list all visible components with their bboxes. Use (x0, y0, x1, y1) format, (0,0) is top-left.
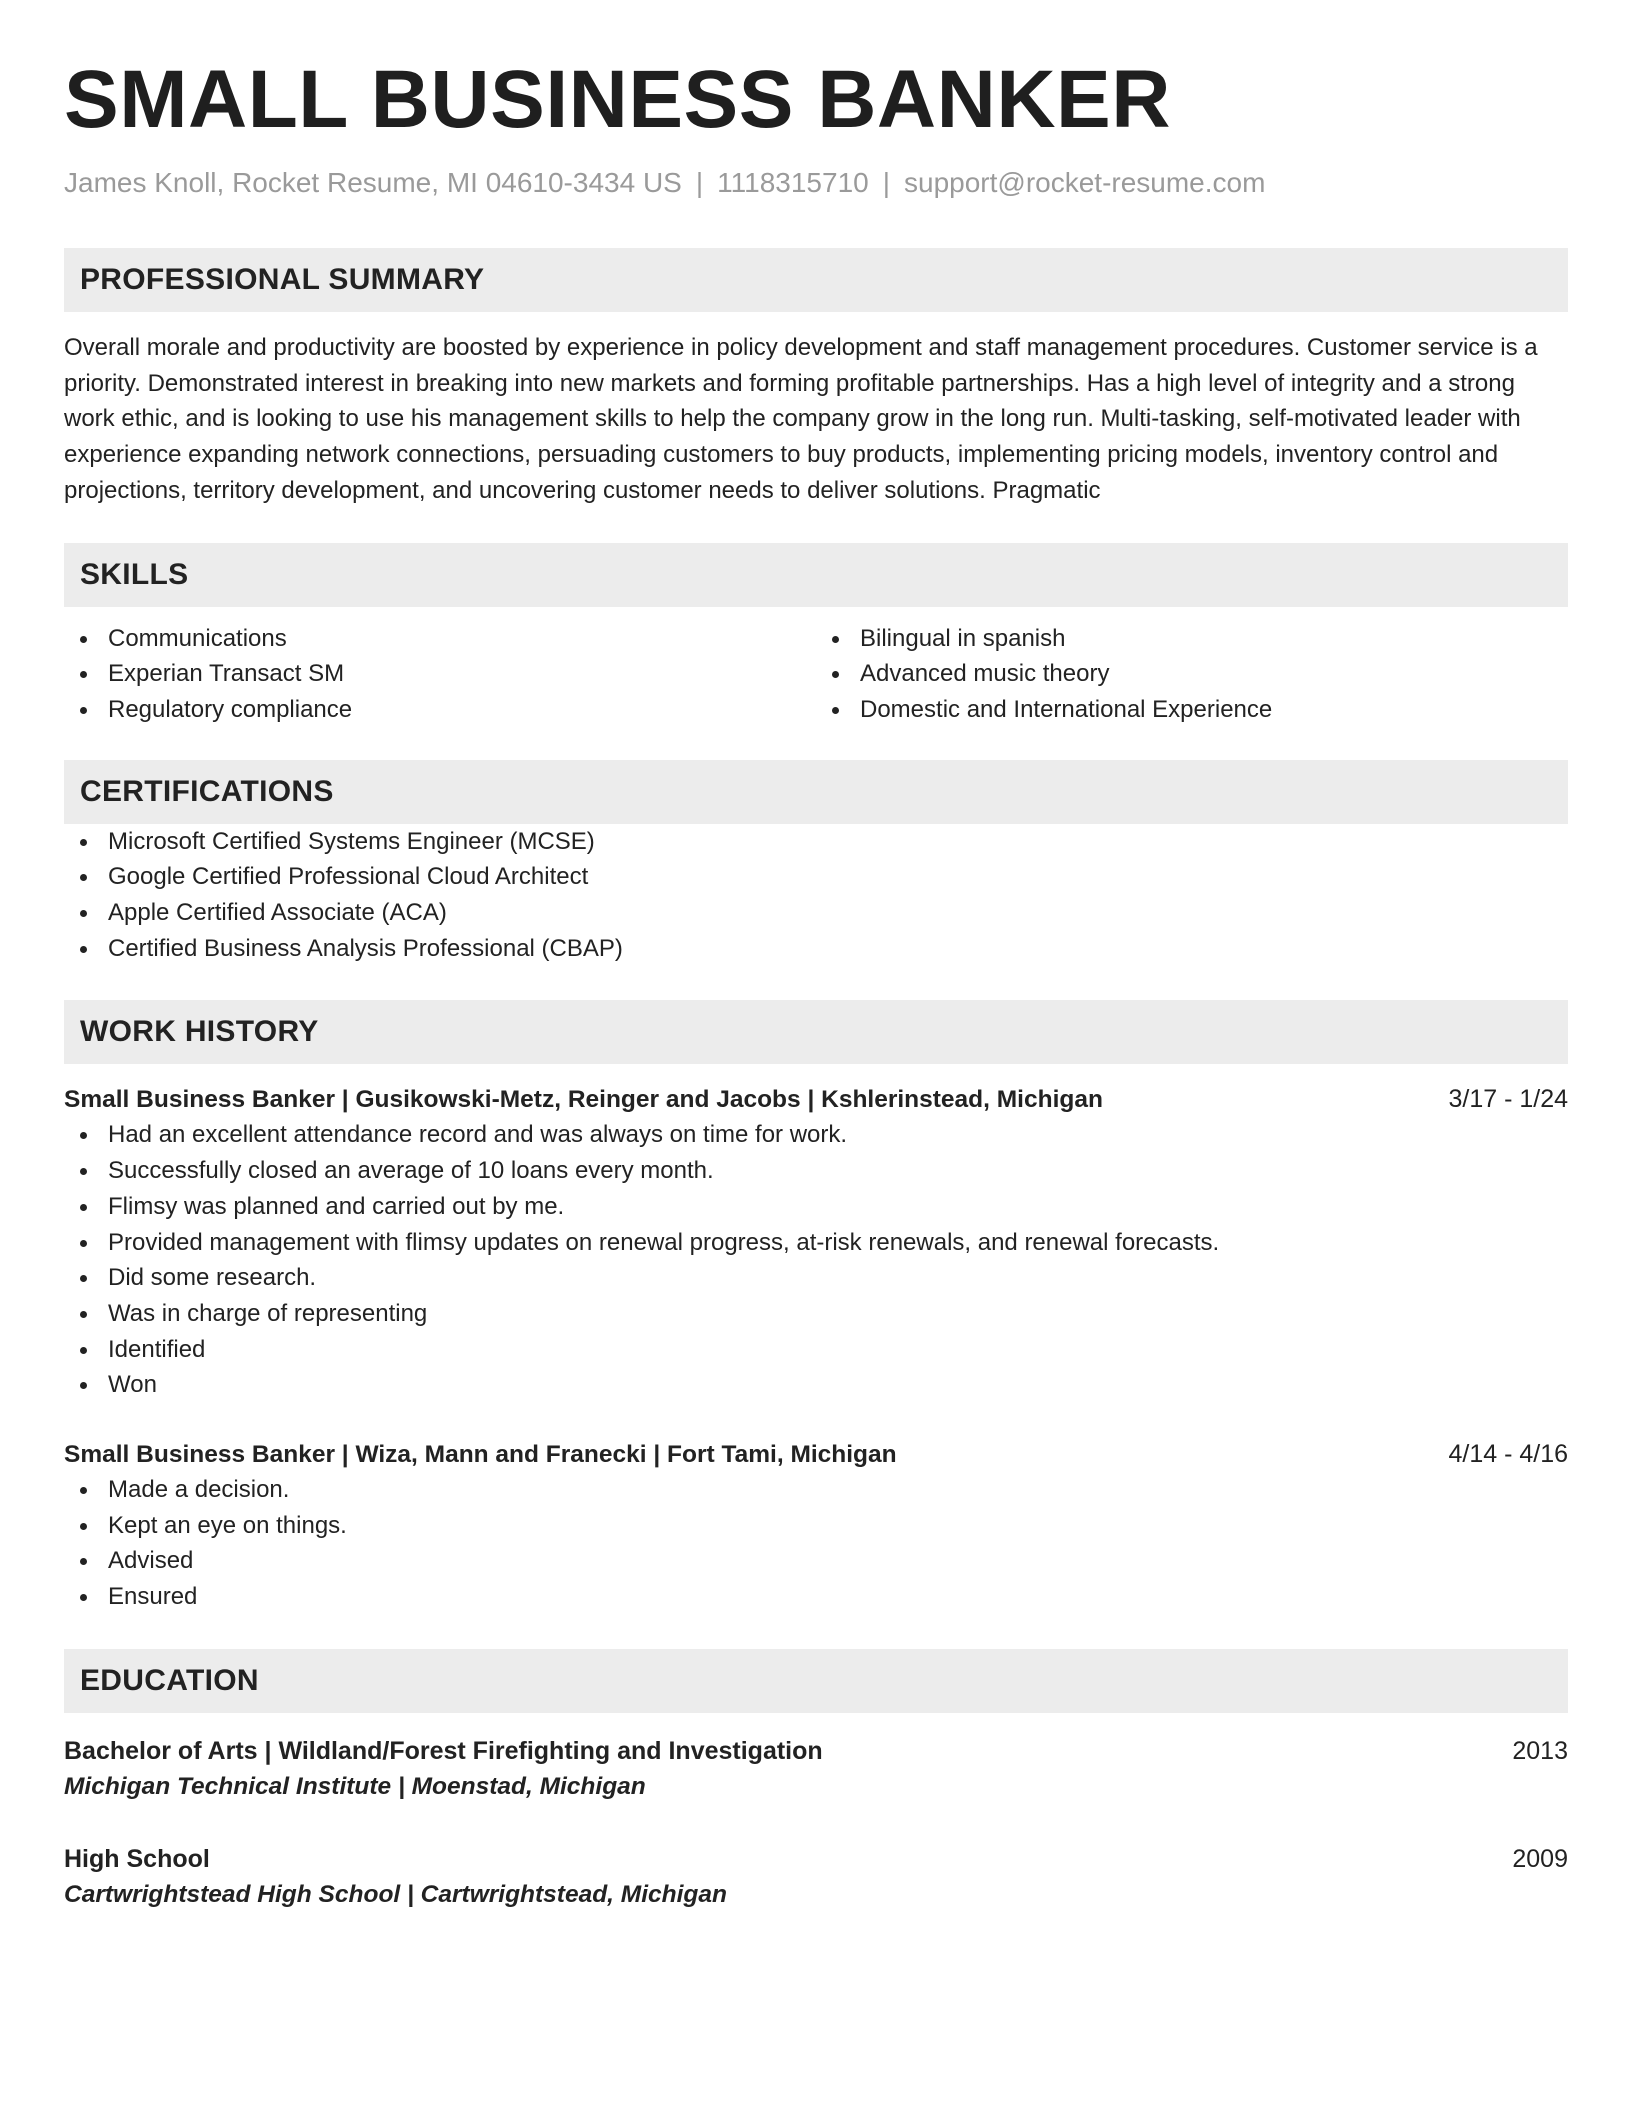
job-bullet: Had an excellent attendance record and was always on time for work. (64, 1117, 1568, 1153)
certification-item: Apple Certified Associate (ACA) (64, 895, 1568, 931)
job-bullet: Flimsy was planned and carried out by me. (64, 1189, 1568, 1225)
job-header (64, 1437, 1568, 1472)
contact-phone: 1118315710 (717, 167, 869, 198)
skills-heading: SKILLS (64, 543, 1568, 607)
job-header (64, 1082, 1568, 1117)
contact-separator: | (695, 167, 704, 198)
education-year: 2009 (1512, 1844, 1568, 1873)
work-history-heading: WORK HISTORY (64, 1000, 1568, 1064)
skill-item: Experian Transact SM (64, 656, 816, 692)
education-heading: EDUCATION (64, 1649, 1568, 1713)
certification-item: Google Certified Professional Cloud Architect (64, 859, 1568, 895)
certifications-list (64, 824, 1568, 967)
job-bullets (64, 1472, 1568, 1615)
skill-item: Regulatory compliance (64, 692, 816, 728)
education-year: 2013 (1512, 1736, 1568, 1765)
job-bullet: Kept an eye on things. (64, 1508, 1568, 1544)
job-bullet: Made a decision. (64, 1472, 1568, 1508)
education-item (64, 1841, 1568, 1913)
skills-list-right (816, 621, 1568, 728)
job-bullet: Did some research. (64, 1260, 1568, 1296)
job-bullets (64, 1117, 1568, 1403)
job-bullet: Ensured (64, 1579, 1568, 1615)
education-degree: High School (64, 1844, 210, 1873)
resume-title: SMALL BUSINESS BANKER (64, 54, 1171, 145)
education-school: Cartwrightstead High School | Cartwrightstead, Michigan (64, 1880, 727, 1908)
contact-address: James Knoll, Rocket Resume, MI 04610-3434 US (64, 167, 682, 198)
education-header (64, 1733, 1568, 1769)
certifications-heading: CERTIFICATIONS (64, 760, 1568, 824)
certification-item: Certified Business Analysis Professional (CBAP) (64, 931, 1568, 967)
job-bullet: Was in charge of representing (64, 1296, 1568, 1332)
skills-list-left (64, 621, 816, 728)
education-header (64, 1841, 1568, 1877)
summary-text: Overall morale and productivity are boosted by experience in policy development and staff management procedures. Customer service is a priority. Demonstrated interest in breaking into new markets and forming profitable partnerships. Has a high level of integrity and a strong work ethic, and is looking to use his management skills to help the company grow in the long run. Multi-tasking, self-motivated leader with experience expanding network connections, persuading customers to buy products, implementing pricing models, inventory control and projections, territory development, and uncovering customer needs to deliver solutions. Pragmatic (64, 334, 1538, 504)
job-bullet: Advised (64, 1543, 1568, 1579)
job-bullet: Identified (64, 1332, 1568, 1368)
summary-heading: PROFESSIONAL SUMMARY (64, 248, 1568, 312)
education-degree: Bachelor of Arts | Wildland/Forest Firefighting and Investigation (64, 1736, 823, 1765)
skills-grid (64, 621, 1568, 728)
skill-item: Domestic and International Experience (816, 692, 1568, 728)
job-title: Small Business Banker | Gusikowski-Metz, Reinger and Jacobs | Kshlerinstead, Michigan (64, 1086, 1103, 1114)
contact-email[interactable]: support@rocket-resume.com (904, 167, 1266, 198)
education-item (64, 1733, 1568, 1805)
contact-line (64, 166, 1568, 200)
contact-separator: | (882, 167, 890, 198)
certification-item: Microsoft Certified Systems Engineer (MCSE) (64, 824, 1568, 860)
skill-item: Bilingual in spanish (816, 621, 1568, 657)
job-bullet: Successfully closed an average of 10 loans every month. (64, 1153, 1568, 1189)
education-school: Michigan Technical Institute | Moenstad, Michigan (64, 1772, 646, 1800)
skill-item: Communications (64, 621, 816, 657)
job-dates: 3/17 - 1/24 (1448, 1085, 1568, 1114)
job-dates: 4/14 - 4/16 (1448, 1440, 1568, 1469)
job-bullet: Provided management with flimsy updates on renewal progress, at-risk renewals, and renewal forecasts. (64, 1225, 1568, 1261)
job-bullet: Won (64, 1367, 1568, 1403)
job-title: Small Business Banker | Wiza, Mann and Franecki | Fort Tami, Michigan (64, 1441, 897, 1469)
skill-item: Advanced music theory (816, 656, 1568, 692)
